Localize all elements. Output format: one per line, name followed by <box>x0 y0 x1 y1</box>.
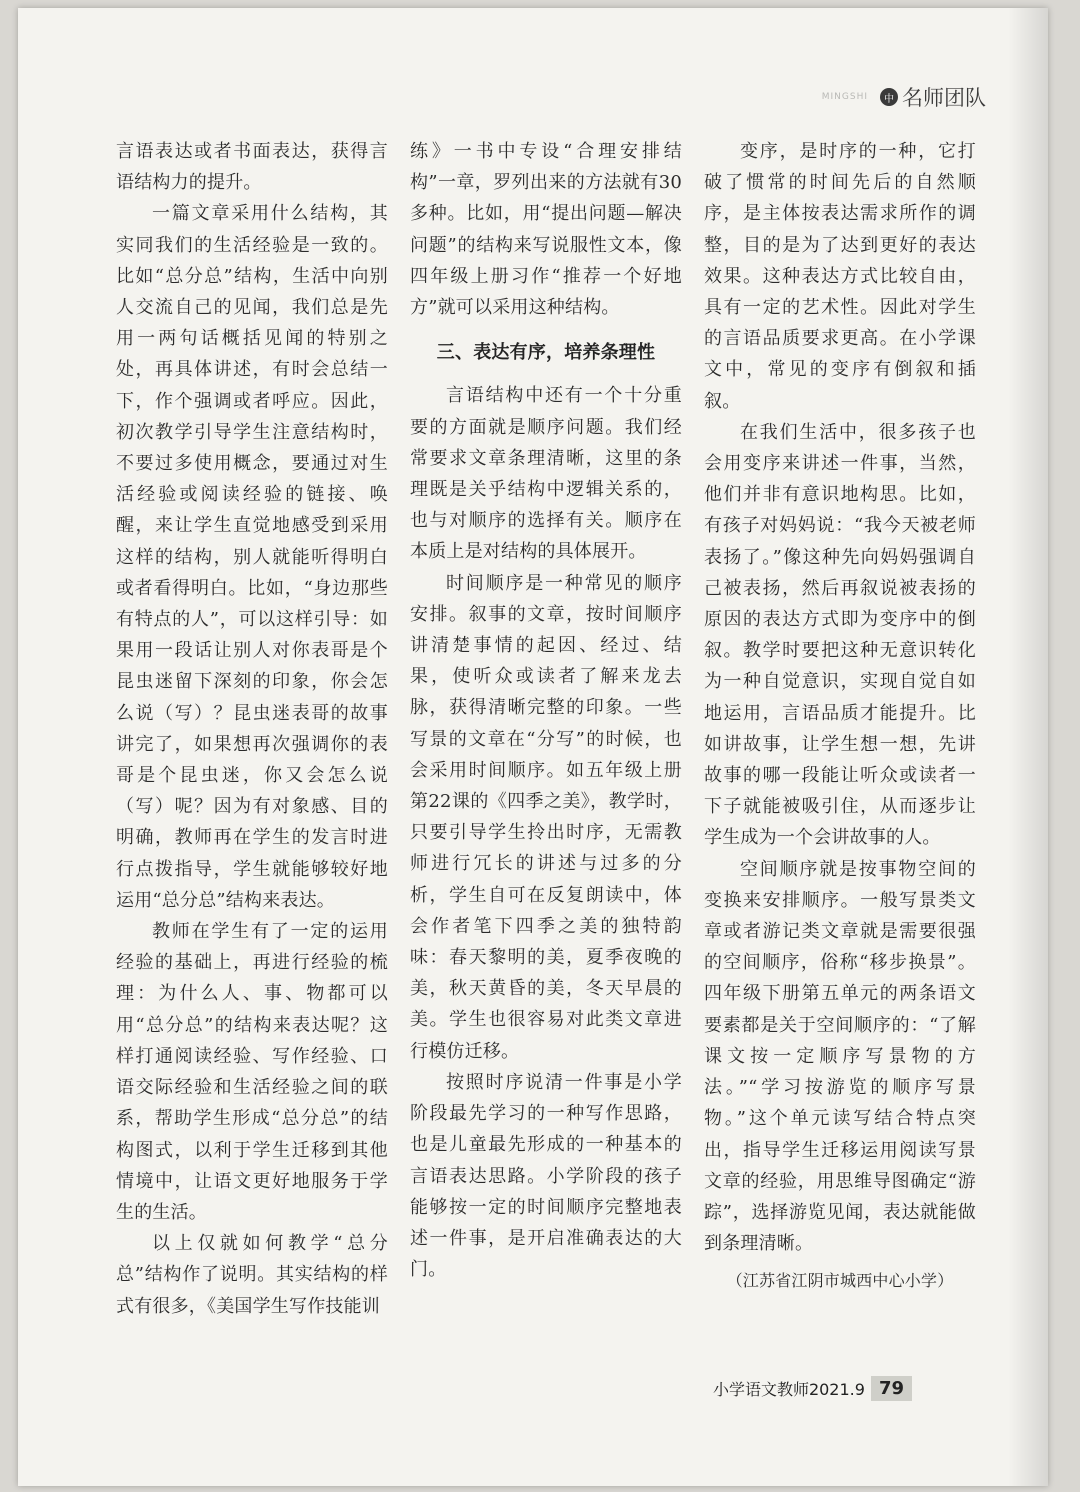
section-title: 名师团队 <box>902 86 986 110</box>
page-number: 79 <box>871 1376 912 1401</box>
section-circle-icon: 中 <box>880 88 898 106</box>
magazine-page <box>18 8 1048 1486</box>
paragraph: 言语表达或者书面表达，获得言语结构力的提升。 <box>116 141 388 194</box>
page-edge-shadow <box>1008 8 1048 1486</box>
journal-name: 小学语文教师2021.9 <box>712 1380 865 1399</box>
paragraph: 时间顺序是一种常见的顺序安排。叙事的文章，按时间顺序讲清楚事情的起因、经过、结果，使听众或读者了解来龙去脉，获得清晰完整的印象。一些写景的文章在“分写”的时候，也会采用时间顺序。如五年级上册第22课的《四季之美》，教学时，只要引导学生拎出时序，无需教师进行冗长的讲述与过多的分析，学生自可在反复朗读中，体会作者笔下四季之美的独特韵味：春天黎明的美，夏季夜晚的美，秋天黄昏的美，冬天早晨的美。学生也很容易对此类文章进行模仿迁移。 <box>410 572 682 1062</box>
column-3 <box>704 136 976 1346</box>
section-heading: 三、表达有序，培养条理性 <box>436 342 656 364</box>
paragraph: 一篇文章采用什么结构，其实同我们的生活经验是一致的。比如“总分总”结构，生活中向别人交流自己的见闻，我们总是先用一两句话概括见闻的特别之处，再具体讲述，有时会总结一下，作个强调或者呼应。因此，初次教学引导学生注意结构时，不要过多使用概念，要通过对生活经验或阅读经验的链接、唤醒，来让学生直觉地感受到采用这样的结构，别人就能听得明白或者看得明白。比如，“身边那些有特点的人”，可以这样引导：如果用一段话让别人对你表哥是个昆虫迷留下深刻的印象，你会怎么说（写）？昆虫迷表哥的故事讲完了，如果想再次强调你的表哥是个昆虫迷，你又会怎么说（写）呢？因为有对象感、目的明确，教师再在学生的发言时进行点拨指导，学生就能够较好地运用“总分总”结构来表达。 <box>116 203 388 911</box>
header-faint-text: MINGSHI <box>821 92 868 102</box>
paragraph: 变序，是时序的一种，它打破了惯常的时间先后的自然顺序，是主体按表达需求所作的调整，目的是为了达到更好的表达效果。这种表达方式比较自由，具有一定的艺术性。因此对学生的言语品质要求更高。在小学课文中，常见的变序有倒叙和插叙。 <box>704 141 976 412</box>
page-footer <box>713 1376 912 1401</box>
article-columns <box>116 136 976 1346</box>
paragraph: 教师在学生有了一定的运用经验的基础上，再进行经验的梳理：为什么人、事、物都可以用“总分总”的结构来表达呢？这样打通阅读经验、写作经验、口语交际经验和生活经验之间的联系，帮助学生形成“总分总”的结构图式，以利于学生迁移到其他情境中，让语文更好地服务于学生的生活。 <box>116 921 388 1223</box>
author-affiliation: （江苏省江阴市城西中心小学） <box>726 1271 954 1291</box>
paragraph: 以上仅就如何教学“总分总”结构作了说明。其实结构的样式有很多，《美国学生写作技能训 <box>116 1233 388 1317</box>
paragraph: 在我们生活中，很多孩子也会用变序来讲述一件事，当然，他们并非有意识地构思。比如，有孩子对妈妈说：“我今天被老师表扬了。”像这种先向妈妈强调自己被表扬，然后再叙说被表扬的原因的表达方式即为变序中的倒叙。教学时要把这种无意识转化为一种自觉意识，实现自觉自如地运用，言语品质才能提升。比如讲故事，让学生想一想，先讲故事的哪一段能让听众或读者一下子就能被吸引住，从而逐步让学生成为一个会讲故事的人。 <box>704 421 976 849</box>
paragraph: 言语结构中还有一个十分重要的方面就是顺序问题。我们经常要求文章条理清晰，这里的条理既是关乎结构中逻辑关系的，也与对顺序的选择有关。顺序在本质上是对结构的具体展开。 <box>410 385 682 563</box>
column-1 <box>116 136 388 1346</box>
paragraph: 练》一书中专设“合理安排结构”一章，罗列出来的方法就有30多种。比如，用“提出问题—解决问题”的结构来写说服性文本，像四年级上册习作“推荐一个好地方”就可以采用这种结构。 <box>410 141 682 319</box>
column-2 <box>410 136 682 1346</box>
paragraph: 按照时序说清一件事是小学阶段最先学习的一种写作思路，也是儿童最先形成的一种基本的言语表达思路。小学阶段的孩子能够按一定的时间顺序完整地表述一件事，是开启准确表达的大门。 <box>410 1071 682 1281</box>
paragraph: 空间顺序就是按事物空间的变换来安排顺序。一般写景类文章或者游记类文章就是需要很强的空间顺序，俗称“移步换景”。四年级下册第五单元的两条语文要素都是关于空间顺序的：“了解课文按一定顺序写景物的方法。”“学习按游览的顺序写景物。”这个单元读写结合特点突出，指导学生迁移运用阅读写景文章的经验，用思维导图确定“游踪”，选择游览见闻，表达就能做到条理清晰。 <box>704 858 976 1255</box>
section-header <box>822 82 986 112</box>
